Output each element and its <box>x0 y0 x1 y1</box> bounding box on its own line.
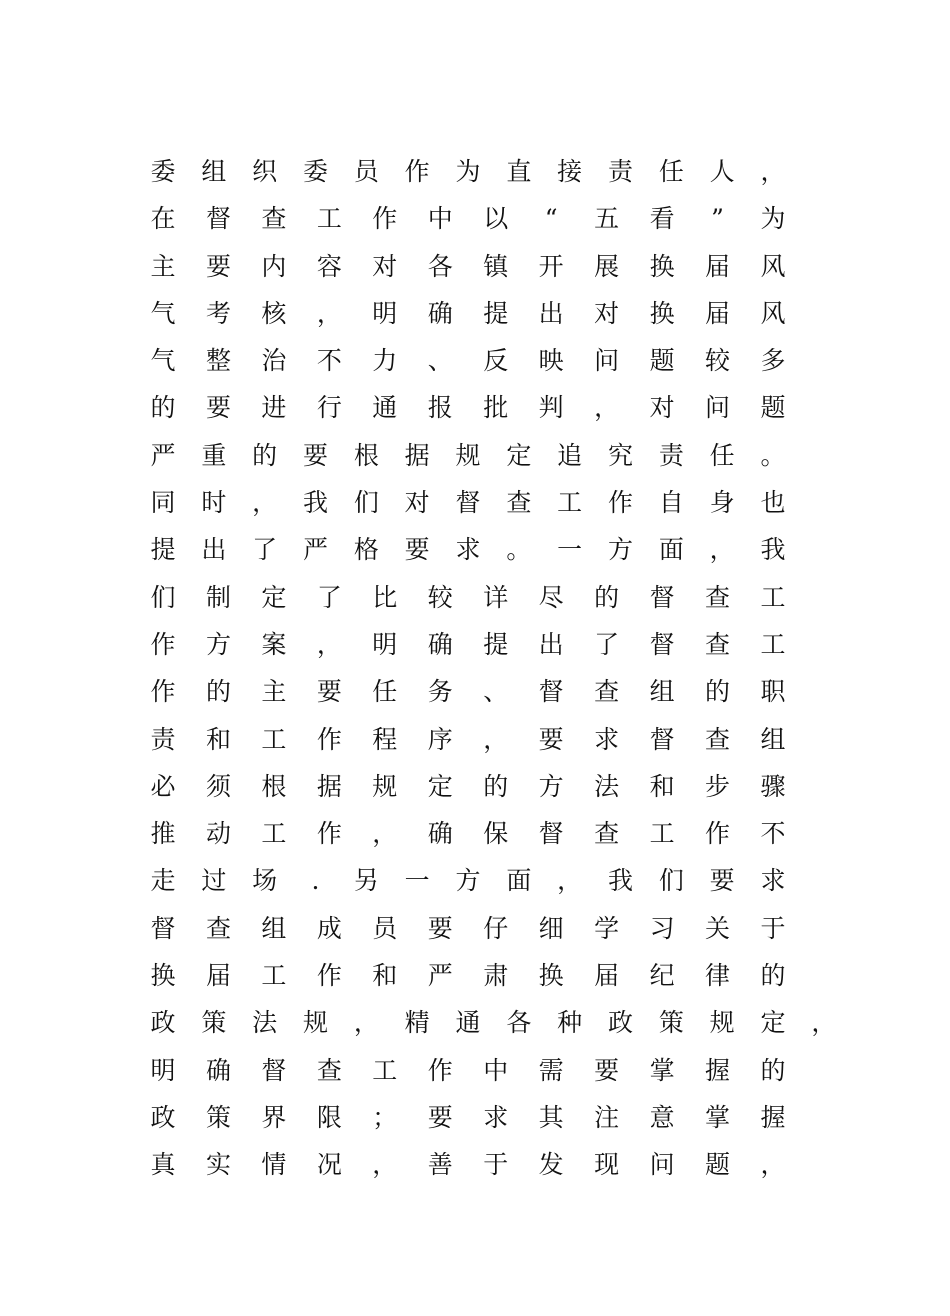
text-char: 督 <box>205 204 231 234</box>
text-char: 方 <box>538 771 564 801</box>
text-char: 作 <box>316 724 342 754</box>
text-char: 主 <box>150 251 176 281</box>
text-char: ， <box>760 1150 786 1180</box>
text-char: 查 <box>705 724 731 754</box>
text-char: 关 <box>705 913 731 943</box>
text-char: 要 <box>316 677 342 707</box>
text-char: 进 <box>261 393 287 423</box>
text-char: 督 <box>538 819 564 849</box>
text-char: 判 <box>538 393 564 423</box>
text-char: 工 <box>760 582 786 612</box>
text-char: 出 <box>201 535 227 565</box>
text-char: 了 <box>316 582 342 612</box>
text-char: 镇 <box>483 251 509 281</box>
text-line <box>148 716 838 763</box>
text-char: 要 <box>427 1102 453 1132</box>
text-char: 现 <box>594 1150 620 1180</box>
text-char: 为 <box>760 204 786 234</box>
text-char: 风 <box>760 251 786 281</box>
text-char: 意 <box>649 1102 675 1132</box>
text-char: 求 <box>483 1102 509 1132</box>
text-char: 和 <box>372 961 398 991</box>
text-line <box>148 810 838 857</box>
text-char: 工 <box>372 1055 398 1085</box>
text-char: 督 <box>150 913 176 943</box>
text-char: ， <box>372 1150 398 1180</box>
text-char: 根 <box>353 440 379 470</box>
text-char: 和 <box>649 771 675 801</box>
text-char: 比 <box>372 582 398 612</box>
text-char: 换 <box>150 961 176 991</box>
text-char: 仔 <box>483 913 509 943</box>
text-char: 掌 <box>649 1055 675 1085</box>
text-char: 详 <box>483 582 509 612</box>
text-line <box>148 337 838 384</box>
text-char: 、 <box>483 677 509 707</box>
text-char: 各 <box>506 1008 532 1038</box>
text-char: 换 <box>649 251 675 281</box>
text-char: 作 <box>427 1055 453 1085</box>
text-char: 作 <box>705 819 731 849</box>
text-char: 考 <box>205 298 231 328</box>
text-char: 策 <box>205 1102 231 1132</box>
text-char: 换 <box>538 961 564 991</box>
text-char: 时 <box>201 488 227 518</box>
text-char: 根 <box>261 771 287 801</box>
text-char: 必 <box>150 771 176 801</box>
text-char: 责 <box>150 724 176 754</box>
text-char: 展 <box>594 251 620 281</box>
text-char: 题 <box>760 393 786 423</box>
text-line <box>148 621 838 668</box>
text-line <box>148 148 838 195</box>
text-char: 方 <box>455 866 481 896</box>
text-char: 组 <box>261 913 287 943</box>
text-char: 究 <box>607 440 633 470</box>
text-char: 严 <box>150 440 176 470</box>
text-line <box>148 526 838 573</box>
text-char: 定 <box>506 440 532 470</box>
text-char: 序 <box>427 724 453 754</box>
text-line <box>148 574 838 621</box>
text-char: 各 <box>427 251 453 281</box>
text-char: ” <box>711 204 724 234</box>
text-char: 要 <box>205 251 231 281</box>
text-char: 批 <box>483 393 509 423</box>
text-char: 工 <box>649 819 675 849</box>
text-line <box>148 384 838 431</box>
text-char: 责 <box>658 440 684 470</box>
text-char: 作 <box>316 819 342 849</box>
text-char: 查 <box>316 1055 342 1085</box>
text-char: 过 <box>201 866 227 896</box>
text-char: 通 <box>455 1008 481 1038</box>
text-char: 工 <box>760 629 786 659</box>
text-char: 要 <box>538 724 564 754</box>
text-char: 工 <box>316 204 342 234</box>
text-char: 的 <box>594 582 620 612</box>
text-char: 作 <box>607 488 633 518</box>
text-char: 须 <box>205 771 231 801</box>
text-char: 善 <box>427 1150 453 1180</box>
text-char: 规 <box>709 1008 735 1038</box>
text-char: 尽 <box>538 582 564 612</box>
text-char: 求 <box>760 866 786 896</box>
text-char: 限 <box>316 1102 342 1132</box>
text-line <box>148 763 838 810</box>
text-char: 习 <box>649 913 675 943</box>
text-char: 的 <box>205 677 231 707</box>
text-char: 求 <box>455 535 481 565</box>
text-char: ， <box>811 1008 837 1038</box>
text-char: 问 <box>594 346 620 376</box>
text-char: 动 <box>205 819 231 849</box>
text-char: ， <box>316 629 342 659</box>
text-char: 情 <box>261 1150 287 1180</box>
text-char: 责 <box>607 157 633 186</box>
text-char: 了 <box>594 629 620 659</box>
text-char: 作 <box>404 157 430 186</box>
text-char: 程 <box>372 724 398 754</box>
text-char: 查 <box>205 913 231 943</box>
text-char: 气 <box>150 298 176 328</box>
text-line <box>148 1141 838 1188</box>
text-char: 于 <box>483 1150 509 1180</box>
text-char: 反 <box>483 346 509 376</box>
text-char: 作 <box>150 677 176 707</box>
text-char: 查 <box>594 819 620 849</box>
text-char: 定 <box>261 582 287 612</box>
text-line <box>148 479 838 526</box>
text-char: 容 <box>316 251 342 281</box>
text-char: 提 <box>483 629 509 659</box>
text-char: 为 <box>455 157 481 186</box>
text-char: 严 <box>302 535 328 565</box>
text-char: 掌 <box>705 1102 731 1132</box>
text-char: 法 <box>594 771 620 801</box>
text-char: ， <box>316 298 342 328</box>
text-char: 、 <box>427 346 453 376</box>
text-line <box>148 195 838 242</box>
text-char: 定 <box>760 1008 786 1038</box>
text-char: 推 <box>150 819 176 849</box>
text-char: 委 <box>150 157 176 186</box>
text-line <box>148 1047 838 1094</box>
text-char: 接 <box>557 157 583 186</box>
text-char: 问 <box>705 393 731 423</box>
text-char: 了 <box>252 535 278 565</box>
text-char: 督 <box>649 629 675 659</box>
text-char: 督 <box>261 1055 287 1085</box>
text-char: 重 <box>201 440 227 470</box>
text-char: 查 <box>705 582 731 612</box>
text-char: 真 <box>150 1150 176 1180</box>
text-char: 要 <box>404 535 430 565</box>
text-char: 组 <box>760 724 786 754</box>
text-char: 我 <box>760 535 786 565</box>
text-char: 的 <box>252 440 278 470</box>
text-char: 直 <box>506 157 532 186</box>
text-char: 场 <box>252 866 278 896</box>
text-char: 职 <box>760 677 786 707</box>
text-char: 报 <box>427 393 453 423</box>
text-char: 一 <box>557 535 583 565</box>
text-char: 查 <box>705 629 731 659</box>
text-char: ， <box>372 819 398 849</box>
text-char: 对 <box>404 488 430 518</box>
text-char: 走 <box>150 866 176 896</box>
text-char: 们 <box>658 866 684 896</box>
text-char: 届 <box>205 961 231 991</box>
text-char: 工 <box>261 819 287 849</box>
text-char: 追 <box>557 440 583 470</box>
text-char: 看 <box>649 204 675 234</box>
text-char: 面 <box>506 866 532 896</box>
text-char: ， <box>594 393 620 423</box>
text-char: 成 <box>316 913 342 943</box>
text-char: 步 <box>705 771 731 801</box>
text-char: 多 <box>760 346 786 376</box>
text-char: 界 <box>261 1102 287 1132</box>
text-char: 组 <box>649 677 675 707</box>
text-char: 换 <box>649 298 675 328</box>
text-char: 在 <box>150 204 176 234</box>
text-char: 工 <box>261 724 287 754</box>
text-char: 规 <box>372 771 398 801</box>
text-char: 。 <box>506 535 532 565</box>
text-char: 力 <box>372 346 398 376</box>
text-char: 据 <box>316 771 342 801</box>
text-char: 骤 <box>760 771 786 801</box>
text-char: 于 <box>760 913 786 943</box>
text-char: 政 <box>607 1008 633 1038</box>
text-char: 督 <box>538 677 564 707</box>
text-char: 行 <box>316 393 342 423</box>
text-char: 工 <box>557 488 583 518</box>
text-char: 届 <box>705 251 731 281</box>
text-char: 气 <box>150 346 176 376</box>
text-char: 委 <box>302 157 328 186</box>
text-char: 员 <box>353 157 379 186</box>
text-char: 较 <box>427 582 453 612</box>
text-line <box>148 857 838 904</box>
text-char: 学 <box>594 913 620 943</box>
text-char: 务 <box>427 677 453 707</box>
text-char: ， <box>760 157 786 186</box>
text-char: 要 <box>205 393 231 423</box>
text-char: 策 <box>658 1008 684 1038</box>
text-char: 确 <box>427 819 453 849</box>
text-char: 我 <box>302 488 328 518</box>
text-char: 握 <box>760 1102 786 1132</box>
text-char: 身 <box>709 488 735 518</box>
text-char: 明 <box>372 629 398 659</box>
text-char: 要 <box>709 866 735 896</box>
text-char: 对 <box>649 393 675 423</box>
text-char: ， <box>709 535 735 565</box>
text-char: 员 <box>372 913 398 943</box>
text-char: 确 <box>205 1055 231 1085</box>
text-char: 策 <box>201 1008 227 1038</box>
text-char: 组 <box>201 157 227 186</box>
text-char: 保 <box>483 819 509 849</box>
text-char: “ <box>544 204 558 234</box>
text-char: ， <box>557 866 583 896</box>
text-char: 织 <box>252 157 278 186</box>
text-char: 严 <box>427 961 453 991</box>
text-line <box>148 999 838 1046</box>
text-char: 也 <box>760 488 786 518</box>
text-line <box>148 952 838 999</box>
text-char: 问 <box>649 1150 675 1180</box>
text-char: 案 <box>261 629 287 659</box>
text-line <box>148 1094 838 1141</box>
text-char: 查 <box>261 204 287 234</box>
text-char: 制 <box>205 582 231 612</box>
text-char: 政 <box>150 1102 176 1132</box>
text-char: 自 <box>658 488 684 518</box>
text-char: 作 <box>150 629 176 659</box>
text-char: 细 <box>538 913 564 943</box>
text-char: 核 <box>261 298 287 328</box>
text-char: 律 <box>705 961 731 991</box>
text-char: 题 <box>705 1150 731 1180</box>
text-char: 五 <box>594 204 620 234</box>
text-char: 出 <box>538 298 564 328</box>
text-char: 不 <box>316 346 342 376</box>
text-char: 规 <box>302 1008 328 1038</box>
text-char: 内 <box>261 251 287 281</box>
text-char: 的 <box>705 677 731 707</box>
text-char: 督 <box>649 582 675 612</box>
text-char: 法 <box>252 1008 278 1038</box>
text-char: 同 <box>150 488 176 518</box>
text-char: 注 <box>594 1102 620 1132</box>
text-char: 届 <box>705 298 731 328</box>
text-char: ， <box>252 488 278 518</box>
text-char: 较 <box>705 346 731 376</box>
text-char: 和 <box>205 724 231 754</box>
text-char: 肃 <box>483 961 509 991</box>
text-char: 出 <box>538 629 564 659</box>
text-line <box>148 290 838 337</box>
text-char: 治 <box>261 346 287 376</box>
text-char: 明 <box>150 1055 176 1085</box>
text-char: 的 <box>760 1055 786 1085</box>
text-char: 的 <box>150 393 176 423</box>
text-char: 整 <box>205 346 231 376</box>
text-char: 风 <box>760 298 786 328</box>
text-char: 的 <box>760 961 786 991</box>
text-char: 作 <box>372 204 398 234</box>
text-char: 要 <box>302 440 328 470</box>
text-char: 确 <box>427 298 453 328</box>
text-char: 政 <box>150 1008 176 1038</box>
text-char: ， <box>353 1008 379 1038</box>
text-char: 任 <box>372 677 398 707</box>
text-char: 种 <box>557 1008 583 1038</box>
text-char: 确 <box>427 629 453 659</box>
text-char: 实 <box>205 1150 231 1180</box>
body-text <box>148 148 838 1189</box>
text-char: 握 <box>705 1055 731 1085</box>
text-char: . <box>311 866 320 896</box>
text-char: 题 <box>649 346 675 376</box>
text-char: 任 <box>709 440 735 470</box>
text-char: ， <box>483 724 509 754</box>
text-char: 中 <box>427 204 453 234</box>
text-char: 中 <box>483 1055 509 1085</box>
text-char: 工 <box>261 961 287 991</box>
text-char: 主 <box>261 677 287 707</box>
text-line <box>148 432 838 479</box>
text-char: 查 <box>594 677 620 707</box>
text-char: 精 <box>404 1008 430 1038</box>
text-line <box>148 243 838 290</box>
text-char: ； <box>372 1102 398 1132</box>
text-char: 明 <box>372 298 398 328</box>
text-line <box>148 668 838 715</box>
text-char: 们 <box>353 488 379 518</box>
text-char: 作 <box>316 961 342 991</box>
text-char: 的 <box>483 771 509 801</box>
text-char: 们 <box>150 582 176 612</box>
text-char: 方 <box>205 629 231 659</box>
text-char: 需 <box>538 1055 564 1085</box>
text-char: 其 <box>538 1102 564 1132</box>
text-char: 届 <box>594 961 620 991</box>
text-char: 以 <box>483 204 509 234</box>
text-char: 映 <box>538 346 564 376</box>
text-line <box>148 905 838 952</box>
text-char: 对 <box>594 298 620 328</box>
text-char: 据 <box>404 440 430 470</box>
text-char: 定 <box>427 771 453 801</box>
text-char: 人 <box>709 157 735 186</box>
text-char: 提 <box>483 298 509 328</box>
text-char: 。 <box>760 440 786 470</box>
text-char: 提 <box>150 535 176 565</box>
text-char: 我 <box>607 866 633 896</box>
text-char: 一 <box>404 866 430 896</box>
text-char: 规 <box>455 440 481 470</box>
text-char: 督 <box>455 488 481 518</box>
text-char: 开 <box>538 251 564 281</box>
text-char: 要 <box>594 1055 620 1085</box>
text-char: 通 <box>372 393 398 423</box>
text-char: 不 <box>760 819 786 849</box>
text-char: 方 <box>607 535 633 565</box>
text-char: 任 <box>658 157 684 186</box>
text-char: 查 <box>506 488 532 518</box>
text-char: 求 <box>594 724 620 754</box>
text-char: 另 <box>353 866 379 896</box>
text-char: 督 <box>649 724 675 754</box>
text-char: 面 <box>658 535 684 565</box>
text-char: 对 <box>372 251 398 281</box>
text-char: 发 <box>538 1150 564 1180</box>
text-char: 况 <box>316 1150 342 1180</box>
text-char: 纪 <box>649 961 675 991</box>
text-char: 格 <box>353 535 379 565</box>
text-char: 要 <box>427 913 453 943</box>
